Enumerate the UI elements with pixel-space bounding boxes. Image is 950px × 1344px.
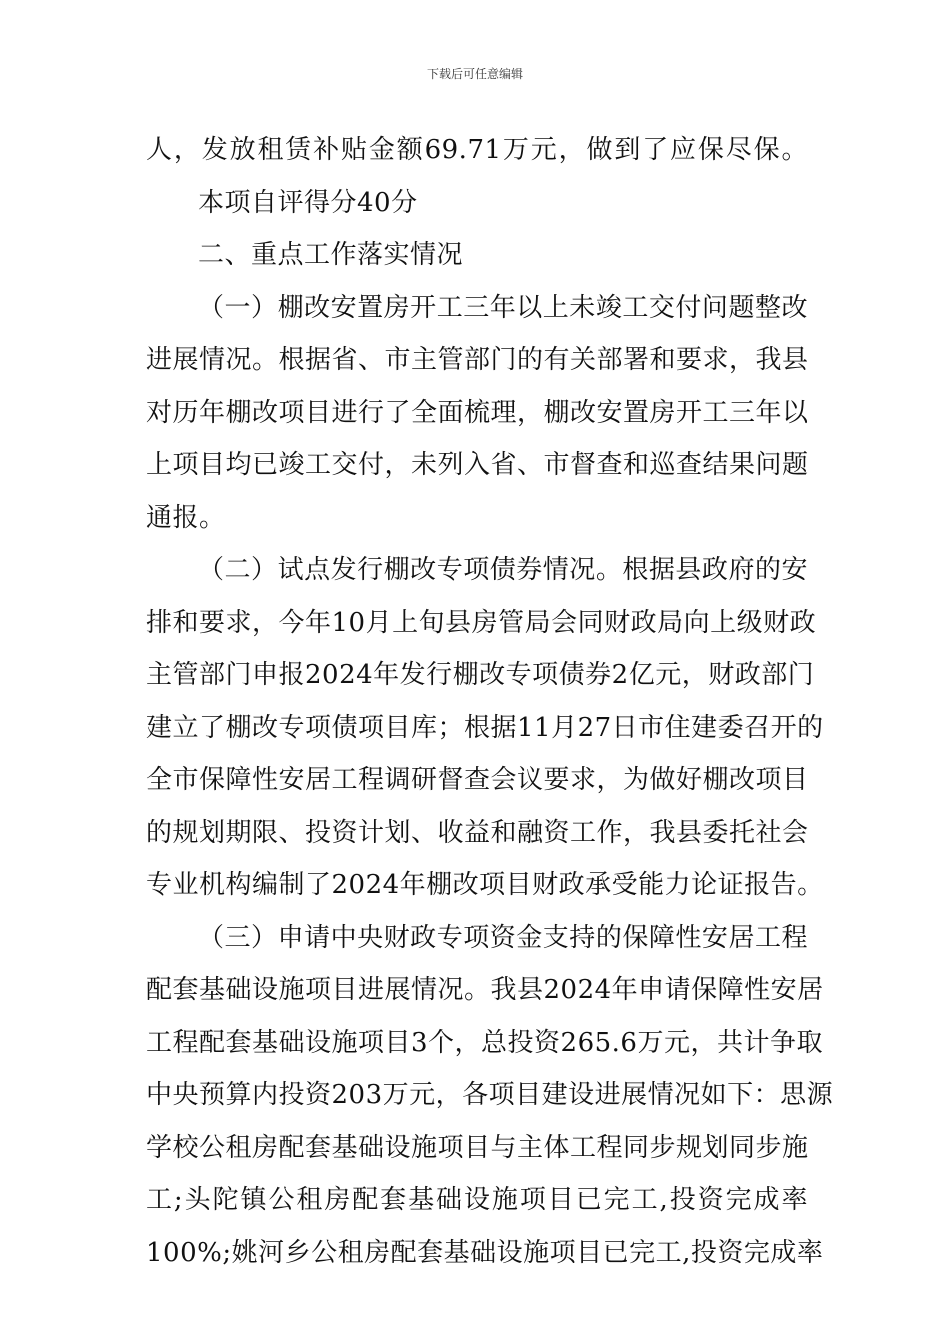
- page-header: 下载后可任意编辑: [426, 67, 523, 81]
- paragraph-line: 中央预算内投资203万元，各项目建设进展情况如下：思源: [146, 1080, 834, 1110]
- paragraph-line: 对历年棚改项目进行了全面梳理，棚改安置房开工三年以: [146, 397, 809, 428]
- paragraph-line: 全市保障性安居工程调研督查会议要求，为做好棚改项目: [146, 765, 809, 795]
- paragraph-line: （一）棚改安置房开工三年以上未竣工交付问题整改: [198, 292, 808, 323]
- document-body: [146, 124, 834, 1279]
- paragraph-line: 主管部门申报2024年发行棚改专项债券2亿元，财政部门: [146, 660, 815, 690]
- paragraph-line: （三）申请中央财政专项资金支持的保障性安居工程: [198, 922, 808, 953]
- paragraph-line: 人，发放租赁补贴金额69.71万元，做到了应保尽保。: [146, 135, 808, 165]
- section-score-line: 本项自评得分40分: [198, 187, 418, 218]
- paragraph-line: 的规划期限、投资计划、收益和融资工作，我县委托社会: [146, 817, 809, 848]
- paragraph-line: 工;头陀镇公租房配套基础设施项目已完工,投资完成率: [146, 1185, 808, 1215]
- paragraph-line: 上项目均已竣工交付，未列入省、市督查和巡查结果问题: [146, 450, 809, 480]
- paragraph-line: （二）试点发行棚改专项债券情况。根据县政府的安: [198, 555, 808, 585]
- paragraph-line: 通报。: [146, 502, 226, 533]
- paragraph-line: 建立了棚改专项债项目库；根据11月27日市住建委召开的: [146, 712, 824, 743]
- paragraph-line: 排和要求，今年10月上旬县房管局会同财政局向上级财政: [146, 607, 817, 638]
- paragraph-line: 学校公租房配套基础设施项目与主体工程同步规划同步施: [146, 1132, 809, 1163]
- paragraph-line: 100%;姚河乡公租房配套基础设施项目已完工,投资完成率: [146, 1237, 824, 1268]
- paragraph-line: 工程配套基础设施项目3个，总投资265.6万元，共计争取: [146, 1027, 823, 1058]
- section-heading: 二、重点工作落实情况: [198, 240, 464, 270]
- paragraph-line: 专业机构编制了2024年棚改项目财政承受能力论证报告。: [146, 870, 824, 900]
- paragraph-line: 进展情况。根据省、市主管部门的有关部署和要求，我县: [146, 345, 809, 375]
- paragraph-line: 配套基础设施项目进展情况。我县2024年申请保障性安居: [146, 975, 824, 1005]
